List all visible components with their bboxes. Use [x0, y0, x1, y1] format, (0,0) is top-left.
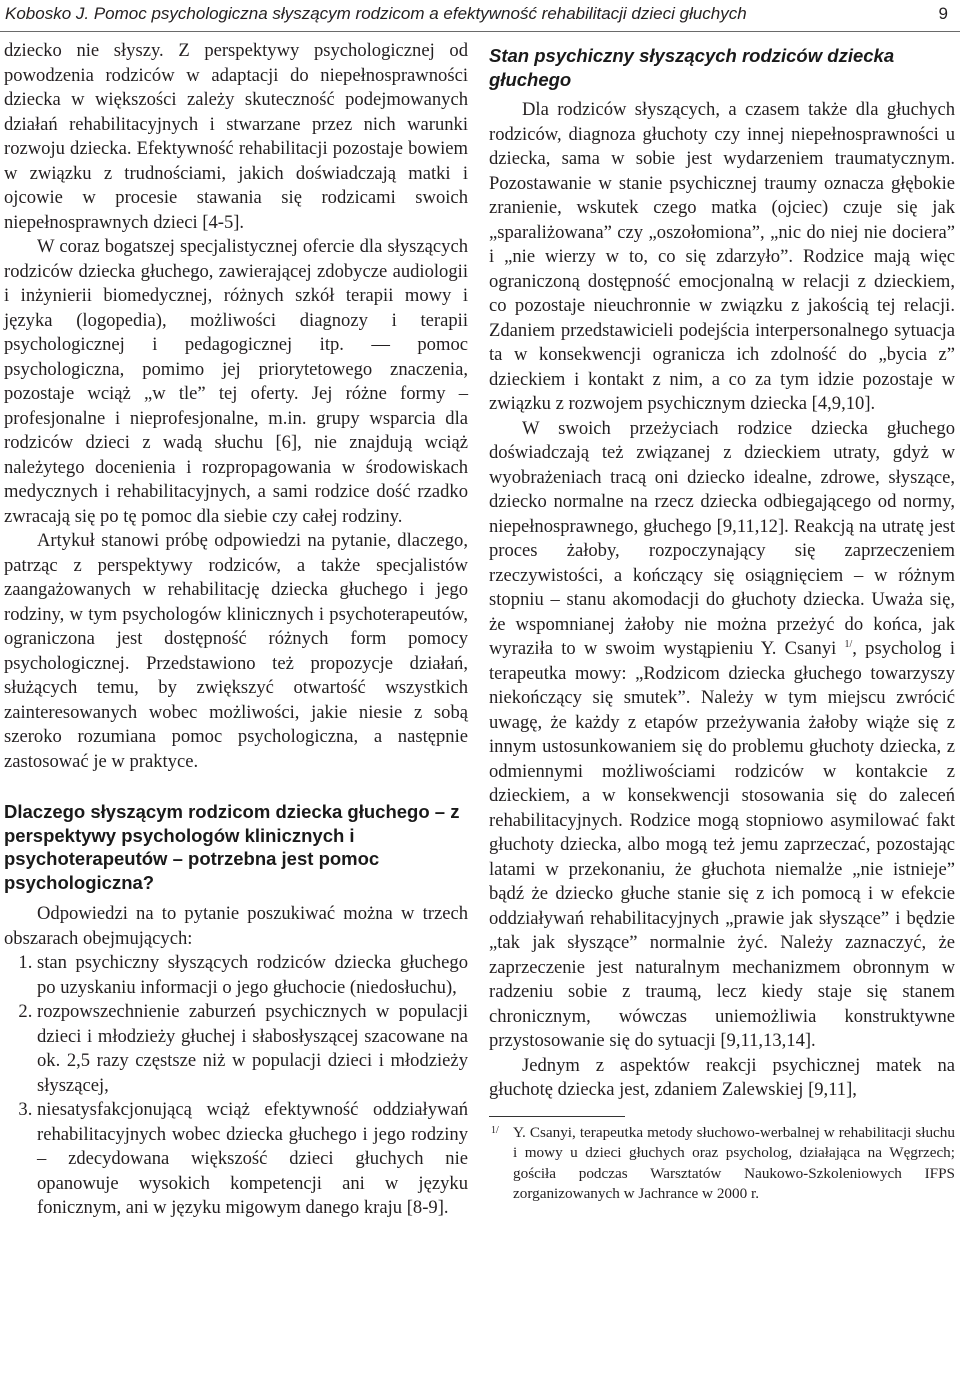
paragraph — [489, 417, 955, 1054]
footnote-text: Y. Csanyi, terapeutka metody słuchowo-werbalnej w rehabilitacji słuchu i mowy u dzieci głuchych oraz psycholog, działająca na Węgrzech; gościła podczas Warsztatów Naukowo-Szkoleniowych IFPS zorganizowanych w Jachrance w 2000 r. — [513, 1123, 955, 1202]
footnote-reference: 1/ — [844, 638, 853, 650]
paragraph: Dla rodziców słyszących, a czasem także dla głuchych rodziców, diagnoza głuchoty czy innej niepełnosprawności u dziecka, sama w sobie jest wydarzeniem traumatycznym. Pozostawanie w stanie psychicznej traumy oznacza głębokie zranienie, wskutek czego matka (ojciec) czuje się jak „sparaliżowana” czy „oszołomiona”, „nic do niej nie dociera” i „nie wierzy w to, co się zdarzyło”. Rodzice mają więc ograniczoną dostępność emocjonalną w relacji z dzieckiem, co pozostaje nieuchronnie w związku z jakością tej relacji. Zdaniem przedstawicieli podejścia interpersonalnego sytuacja ta w konsekwencji ogranicza ich zdolność do „bycia z” dzieckiem i kontakt z nim, a co za tym idzie pozostaje w związku z rozwojem psychicznym dziecka [4,9,10]. — [489, 99, 955, 414]
paragraph: Odpowiedzi na to pytanie poszukiwać można w trzech obszarach obejmujących: — [4, 903, 468, 949]
paragraph: Jednym z aspektów reakcji psychicznej matek na głuchotę dziecka jest, zdaniem Zalewskiej [9,11], — [489, 1054, 955, 1100]
numbered-list — [4, 951, 468, 1221]
list-item: 1. stan psychiczny słyszących rodziców dziecka głuchego po uzyskaniu informacji o jego głuchocie (niedosłuchu), — [37, 951, 468, 1000]
running-header — [0, 0, 960, 34]
section-heading: Stan psychiczny słyszących rodziców dziecka głuchego — [489, 45, 895, 90]
paragraph: dziecko nie słyszy. Z perspektywy psychologicznej od powodzenia rodziców w adaptacji do niepełnosprawności dziecka w większości zależy skuteczność podejmowanych działań rehabilitacyjnych i stwarzane przez nich warunki rozwoju dziecka. Efektywność rehabilitacji pozostaje bowiem w związku z trudnościami, jakich doświadczają matki i ojcowie w procesie stawania się rodzicami swoich niepełnosprawnych dzieci [4-5]. — [4, 40, 468, 233]
paragraph: Artykuł stanowi próbę odpowiedzi na pytanie, dlaczego, patrząc z perspektywy rodziców, a także specjalistów zaangażowanych w rehabilitację dziecka głuchego i jego rodziny, w tym psychologów klinicznych i psychoterapeutów, ograniczona jest dostępność różnych form pomocy psychologicznej. Przedstawiono też propozycje działań, służących temu, by zwiększyć otwartość wszystkich zainteresowanych wobec możliwości, jakie niesie z sobą szeroko rozumiana pomoc psychologiczna, a następnie zastosować je w praktyce. — [4, 530, 468, 772]
footnote-mark: 1/ — [491, 1124, 499, 1136]
page-number: 9 — [938, 4, 948, 23]
section-heading: Dlaczego słyszącym rodzicom dziecka głuchego – z perspektywy psychologów klinicznych i psychoterapeutów – potrzebna jest pomoc psychologiczna? — [4, 801, 460, 893]
header-rule — [0, 31, 960, 32]
running-title: Kobosko J. Pomoc psychologiczna słyszącym rodzicom a efektywność rehabilitacji dzieci głuchych — [5, 4, 747, 23]
list-item: 3. niesatysfakcjonującą wciąż efektywność oddziaływań rehabilitacyjnych wobec dziecka głuchego i jego rodziny – zdecydowana większość dzieci głuchych nie opanowuje wysokich kompetencji ani w języku fonicznym, ani w języku migowym danego kraju [8-9]. — [37, 1098, 468, 1221]
paragraph: W coraz bogatszej specjalistycznej ofercie dla słyszących rodziców dziecka głuchego, zawierającej zdobycze audiologii i inżynierii biomedycznej, różnych szkół terapii mowy i języka (logopedia), możliwości diagnozy i terapii psychologicznej i pedagogicznej itp. — pomoc psychologiczna, pomimo jej priorytetowego znaczenia, pozostaje wciąż „w tle” tej oferty. Jej różne formy – profesjonalne i nieprofesjonalne, m.in. grupy wsparcia dla rodziców dzieci z wadą słuchu [6], nie znajdują wciąż należytego docenienia i rozpropagowania w środowiskach medycznych i rehabilitacyjnych, a sami rodzice dość rzadko zwracają się po tę pomoc dla siebie czy całej rodziny. — [4, 236, 468, 527]
right-column — [489, 36, 955, 1205]
footnote-rule — [489, 1116, 625, 1117]
paragraph-text: , psycholog i terapeutka mowy: „Rodzicom dziecka głuchego towarzyszy niekończący się smutek”. Należy w tym miejscu zwrócić uwagę, że każdy z etapów przeżywania żałoby wiąże się z innym ustosunkowaniem się do problemu głuchoty dziecka, z odmiennymi możliwościami rodziców w kontakcie z dzieckiem, a w konsekwencji stosowania się do zaleceń rehabilitacyjnych. Rodzice mogą stopniowo asymilować fakt głuchoty dziecka, albo mogą też jemu zaprzeczać, pozostając latami w przekonaniu, że głuchota niemalże „nie istnieje” bądź że dziecko głuche stanie się z ich pomocą i w efekcie oddziaływań rehabilitacyjnych „prawie jak słyszące” i będzie „tak jak słyszące” normalnie żyć. Należy zaznaczyć, że zaprzeczenie jest naturalnym mechanizmem obronnym w radzeniu sobie z traumą, lecz kiedy staje się stanem chronicznym, wówczas uniemożliwia konstruktywne przystosowanie się do sytuacji [9,11,13,14]. — [489, 638, 955, 1051]
left-column — [4, 36, 468, 1221]
footnote — [489, 1123, 955, 1205]
list-item: 2. rozpowszechnienie zaburzeń psychicznych w populacji dzieci i młodzieży głuchej i słabosłyszącej szacowane na ok. 2,5 razy częstsze niż w populacji dzieci i młodzieży słyszącej, — [37, 1000, 468, 1098]
paragraph-text: W swoich przeżyciach rodzice dziecka głuchego doświadczają też związanej z dzieckiem utraty, gdyż w wyobrażeniach tracą oni dziecko idealne, zdrowe, słyszące, dziecko normalne na rzecz dziecka odbiegającego od normy, niepełnosprawnego, głuchego [9,11,12]. Reakcją na utratę jest proces żałoby, rozpoczynający się zaprzeczeniem rzeczywistości, a kończący się osiągnięciem – w różnym stopniu – stanu akomodacji do głuchoty dziecka. Uważa się, że wspomnianej żałoby nie można przeżyć do końca, jak wyraziła to w swoim wystąpieniu Y. Csanyi — [489, 417, 955, 659]
